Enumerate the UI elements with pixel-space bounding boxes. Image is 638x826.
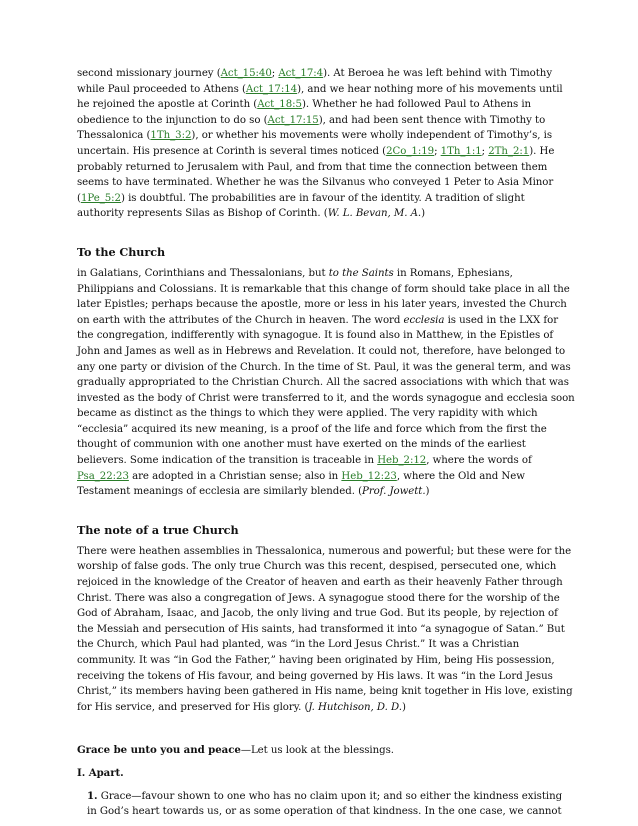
text-run: second missionary journey ( bbox=[77, 68, 221, 79]
text-line bbox=[77, 437, 567, 453]
text-line bbox=[77, 406, 567, 422]
text-run: probably returned to Jerusalem with Paul, and from that time the connection between them bbox=[77, 161, 548, 173]
text-run: ), or whether his movements were wholly independent of Timothy’s, is bbox=[191, 130, 553, 142]
grace-lead-bold: Grace be unto you and peace bbox=[77, 744, 241, 757]
text-run: community. It was “in God the Father,” having been originated by Him, being His possession, bbox=[77, 655, 555, 666]
text-run: “ecclesia” acquired its new meaning, is a proof of the life and force which from the first the bbox=[77, 423, 547, 435]
text-line bbox=[77, 684, 573, 700]
text-line bbox=[87, 789, 567, 805]
text-run: ; bbox=[271, 68, 279, 79]
scripture-link[interactable]: Heb_2:12 bbox=[377, 455, 427, 467]
text-run: seems to have terminated. Whether he was the Silvanus who conveyed 1 Peter to Asia Minor bbox=[77, 177, 554, 189]
text-run: thought of communion with one another must have exerted on the minds of the earliest bbox=[77, 439, 526, 451]
scripture-link[interactable]: Act_17:15 bbox=[267, 114, 319, 126]
paragraph-true-church bbox=[77, 544, 573, 716]
scripture-link[interactable]: Act_15:40 bbox=[220, 68, 272, 79]
text-line bbox=[77, 575, 567, 591]
point-heading: I. Apart. bbox=[77, 766, 124, 779]
text-line bbox=[77, 266, 567, 282]
text-run: he rejoined the apostle at Corinth ( bbox=[77, 99, 258, 111]
paragraph-to-the-church bbox=[77, 266, 575, 500]
paragraph-silas bbox=[77, 66, 567, 222]
text-line bbox=[77, 160, 567, 176]
text-line bbox=[77, 559, 567, 575]
text-run: ; bbox=[481, 145, 489, 157]
text-run: God of Abraham, Isaac, and Jacob, the only living and true God. But its people, by rejection of bbox=[77, 608, 558, 620]
text-line bbox=[77, 469, 567, 485]
text-run: in Galatians, Corinthians and Thessalonians, but bbox=[77, 267, 329, 279]
text-run: worship of false gods. The only true Church was this recent, despised, persecuted one, which bbox=[77, 561, 557, 573]
text-run: ) bbox=[401, 701, 406, 713]
text-line bbox=[77, 360, 571, 376]
scripture-link[interactable]: Psa_22:23 bbox=[77, 470, 129, 482]
scripture-link[interactable]: 1Th_1:1 bbox=[440, 145, 482, 157]
text-run: for His service, and preserved for His glory. ( bbox=[77, 701, 309, 713]
italic-text: to the Saints bbox=[328, 267, 394, 279]
text-line bbox=[77, 637, 567, 653]
text-run: rejoiced in the knowledge of the Creator of heaven and earth as their heavenly Father through bbox=[77, 577, 563, 589]
text-line bbox=[77, 422, 567, 438]
scripture-link[interactable]: Act_17:14 bbox=[245, 83, 298, 95]
text-run: There were heathen assemblies in Thessalonica, numerous and powerful; but these were for the bbox=[77, 545, 572, 557]
heading-to-the-church: To the Church bbox=[77, 244, 166, 259]
sub-point-1 bbox=[77, 789, 567, 820]
scripture-link[interactable]: 1Pe_5:2 bbox=[80, 192, 121, 204]
grace-lead-line bbox=[77, 743, 567, 759]
text-line bbox=[87, 804, 567, 820]
text-run: ). At Beroea he was left behind with Timothy bbox=[323, 68, 553, 79]
scripture-link[interactable]: Heb_12:23 bbox=[341, 470, 397, 482]
text-line bbox=[77, 82, 567, 98]
italic-text: Prof. Jowett. bbox=[362, 486, 426, 498]
text-line bbox=[77, 591, 567, 607]
text-line bbox=[77, 484, 567, 500]
text-run: Christ. There was also a congregation of Jews. A synagogue stood there for the worship of the bbox=[77, 592, 560, 604]
text-line bbox=[77, 544, 572, 560]
text-line bbox=[77, 375, 567, 391]
text-run: later Epistles; perhaps because the apostle, more or less in his later years, invested the Church bbox=[77, 299, 567, 311]
text-run: the Church, which Paul had planted, was “in the Lord Jesus Christ.” It was a Christian bbox=[77, 639, 520, 651]
text-run: ), and had been sent thence with Timothy to bbox=[318, 114, 546, 126]
text-line bbox=[77, 328, 567, 344]
grace-lead-rest: —Let us look at the blessings. bbox=[240, 745, 394, 757]
text-run: ) bbox=[425, 486, 430, 498]
text-run: on earth with the attributes of the Church in heaven. The word bbox=[77, 314, 404, 326]
scripture-link[interactable]: Act_18:5 bbox=[257, 99, 302, 111]
text-run: became as distinct as the things to which they were applied. The very rapidity with which bbox=[77, 408, 538, 420]
text-run: ) is doubtful. The probabilities are in favour of the identity. A tradition of slight bbox=[120, 192, 525, 204]
text-run: receiving the tokens of His favour, and being governed by His laws. It was “in the Lord Jesus bbox=[77, 670, 553, 682]
scripture-link[interactable]: 2Th_2:1 bbox=[488, 145, 530, 157]
text-line bbox=[77, 653, 567, 669]
text-line bbox=[77, 313, 567, 329]
text-line bbox=[77, 144, 567, 160]
text-run: any one party or division of the Church. In the time of St. Paul, it was the general term, and was bbox=[77, 361, 571, 373]
text-line bbox=[77, 297, 567, 313]
italic-text: W. L. Bevan, M. A. bbox=[327, 208, 422, 220]
text-run: , where the Old and New bbox=[396, 470, 525, 482]
text-run: Grace—favour shown to one who has no claim upon it; and so either the kindness existing bbox=[97, 790, 563, 802]
document-page bbox=[77, 66, 575, 820]
text-line bbox=[77, 175, 567, 191]
text-line bbox=[77, 97, 567, 113]
text-run: the Messiah and persecution of His saints, had transformed it into “a synagogue of Satan.” But bbox=[77, 623, 565, 635]
text-run: in God’s heart towards us, or as some operation of that kindness. In the one case, we cannot bbox=[87, 806, 562, 818]
scripture-link[interactable]: 1Th_3:2 bbox=[150, 130, 192, 142]
text-run: obedience to the injunction to do so ( bbox=[77, 114, 268, 126]
text-run: in Romans, Ephesians, bbox=[393, 267, 513, 279]
text-run: ( bbox=[77, 192, 81, 204]
text-run: believers. Some indication of the transition is traceable in bbox=[77, 455, 378, 467]
text-run: ; bbox=[434, 145, 441, 157]
text-line bbox=[77, 191, 567, 207]
text-run: authority represents Silas as Bishop of Corinth. ( bbox=[77, 208, 328, 220]
text-run: gradually appropriated to the Christian Church. All the sacred associations with which that was bbox=[77, 377, 569, 389]
text-run: ). Whether he had followed Paul to Athens in bbox=[301, 99, 532, 111]
sub-point-number: 1. bbox=[87, 789, 98, 802]
text-run: Philippians and Colossians. It is remarkable that this change of form should take place in all the bbox=[77, 283, 570, 295]
text-run: the congregation, indifferently with synagogue. It is found also in Matthew, in the Epistles of bbox=[77, 330, 554, 342]
text-run: Testament meanings of ecclesia are similarly blended. ( bbox=[77, 486, 363, 498]
text-run: Thessalonica ( bbox=[77, 130, 151, 142]
italic-text: ecclesia bbox=[403, 314, 445, 326]
italic-text: J. Hutchison, D. D. bbox=[308, 701, 402, 713]
heading-true-church: The note of a true Church bbox=[77, 522, 239, 537]
text-line bbox=[77, 206, 567, 222]
text-run: ) bbox=[421, 208, 426, 220]
text-run: ). He bbox=[529, 145, 555, 157]
text-run: uncertain. His presence at Corinth is several times noticed ( bbox=[77, 145, 387, 157]
scripture-link[interactable]: Act_17:4 bbox=[278, 68, 324, 79]
text-line bbox=[77, 113, 567, 129]
text-run: , where the words of bbox=[426, 455, 532, 467]
text-line bbox=[77, 453, 567, 469]
text-line bbox=[77, 344, 567, 360]
text-line bbox=[77, 66, 567, 82]
scripture-link[interactable]: 2Co_1:19 bbox=[386, 145, 435, 157]
text-line bbox=[77, 606, 567, 622]
text-run: while Paul proceeded to Athens ( bbox=[77, 83, 246, 95]
text-line bbox=[77, 128, 567, 144]
text-line bbox=[77, 622, 567, 638]
text-run: invested as the body of Christ were transferred to it, and the words synagogue and ecclesia soon bbox=[77, 392, 575, 404]
text-run: ), and we hear nothing more of his movements until bbox=[297, 83, 563, 95]
text-line bbox=[77, 391, 575, 407]
text-line bbox=[77, 669, 567, 685]
text-line bbox=[77, 700, 567, 716]
text-run: John and James as well as in Hebrews and Revelation. It could not, therefore, have belonged to bbox=[77, 345, 566, 357]
text-run: are adopted in a Christian sense; also in bbox=[128, 470, 342, 482]
text-line bbox=[77, 282, 570, 298]
text-run: is used in the LXX for bbox=[444, 314, 559, 326]
text-run: Christ,” its members having been gathered in His name, being knit together in His love, existing bbox=[77, 686, 573, 698]
